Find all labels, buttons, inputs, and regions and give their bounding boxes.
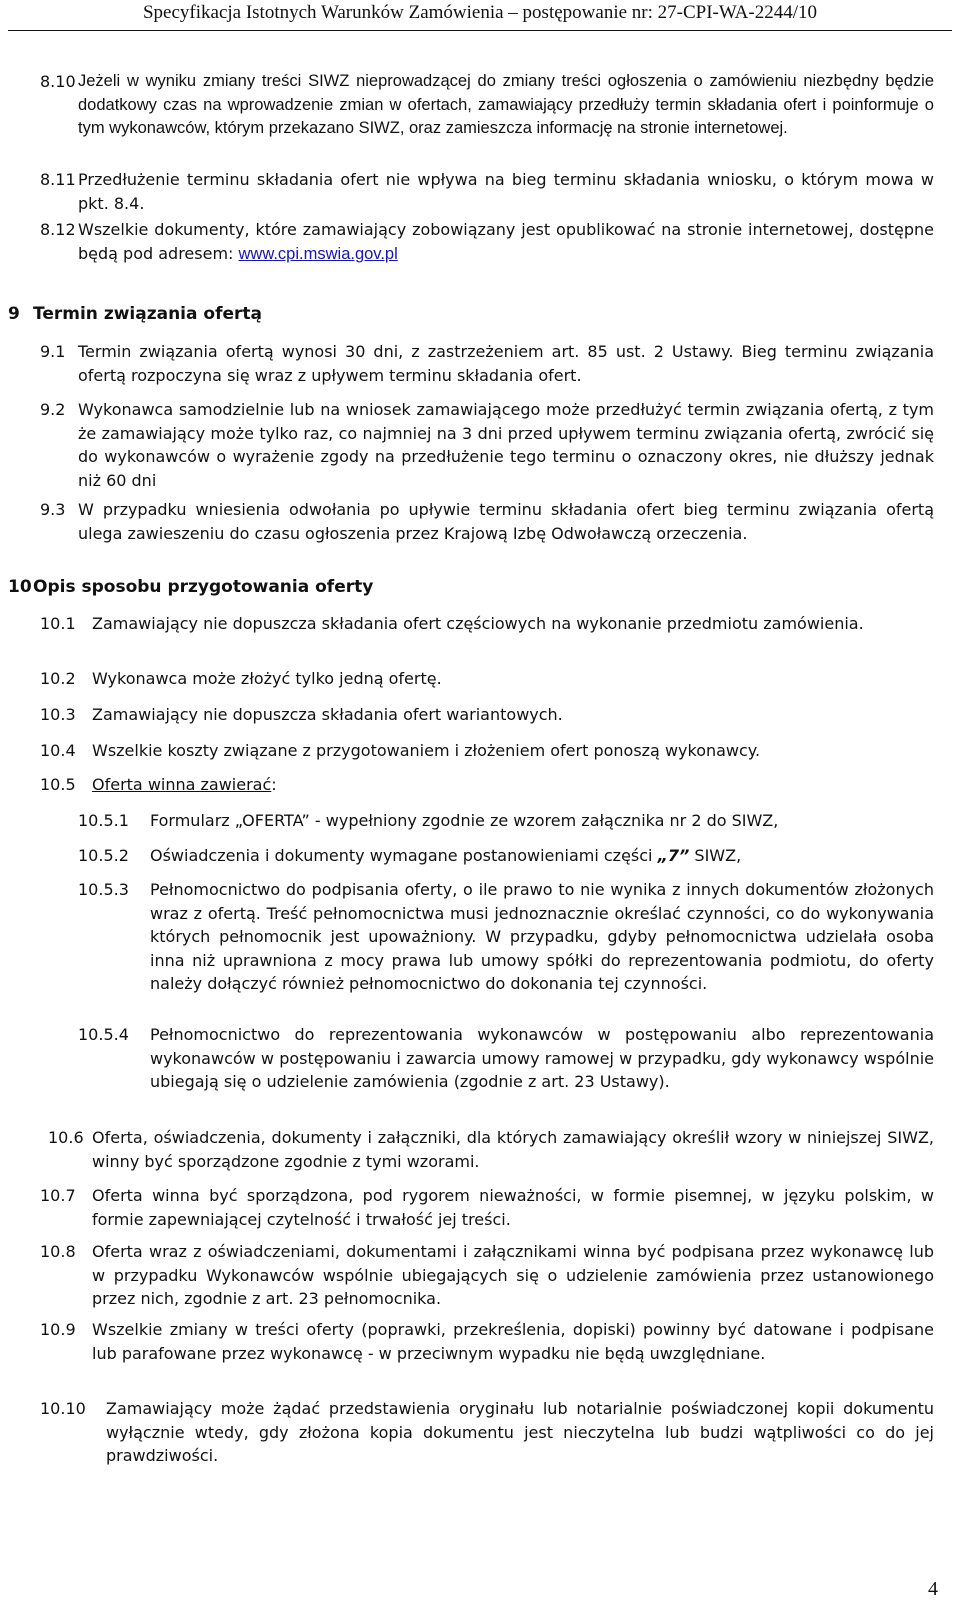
item-number: 10.5 [40,775,76,794]
page-number: 4 [928,1578,938,1600]
subitem-number: 10.5.4 [78,1025,129,1044]
website-link[interactable]: www.cpi.mswia.gov.pl [238,244,398,263]
item-number: 10.7 [40,1186,76,1205]
item-number: 10.6 [48,1128,84,1147]
item-number: 9.3 [40,500,66,519]
subitem-text-tail: SIWZ, [689,846,742,865]
item-number: 10.10 [40,1399,86,1418]
item-text: W przypadku wniesienia odwołania po upływie terminu składania ofert bieg terminu związania ofertą ulega zawieszeniu do czasu ogłoszenia przez Krajową Izbę Odwoławczą orzeczenia. [78,500,934,543]
part-reference: „7” [657,846,690,865]
item-label-colon: : [271,775,277,794]
item-text: Oferta, oświadczenia, dokumenty i załączniki, dla których zamawiający określił wzory w niniejszej SIWZ, winny być sporządzone zgodnie z tymi wzorami. [92,1128,934,1171]
item-text: Wykonawca może złożyć tylko jedną ofertę. [92,669,442,688]
subitem-number: 10.5.3 [78,880,129,899]
item-text [78,218,934,266]
item-text: Zamawiający może żądać przedstawienia oryginału lub notarialnie poświadczonej kopii dokumentu wyłącznie wtedy, gdy złożona kopia dokumentu jest nieczytelna lub budzi wątpliwości co do jej prawdziwości. [106,1399,934,1465]
item-label: Oferta winna zawierać [92,775,272,794]
header-divider [8,30,952,31]
item-number: 10.3 [40,705,76,724]
item-text: Zamawiający nie dopuszcza składania ofert wariantowych. [92,705,563,724]
subitem-number: 10.5.1 [78,811,129,830]
item-text-body: Wszelkie dokumenty, które zamawiający zobowiązany jest opublikować na stronie internetowej, dostępne będą pod adresem: [78,220,934,263]
subitem-text [150,844,934,868]
section-heading: Termin związania ofertą [33,304,262,324]
item-text: Oferta winna być sporządzona, pod rygorem nieważności, w formie pisemnej, w języku polskim, w formie zapewniającej czytelność i trwałość jej treści. [92,1186,934,1229]
item-text: Termin związania ofertą wynosi 30 dni, z zastrzeżeniem art. 85 ust. 2 Ustawy. Bieg terminu związania ofertą rozpoczyna się wraz z upływem terminu składania ofert. [78,342,934,385]
item-text: Jeżeli w wyniku zmiany treści SIWZ nieprowadzącej do zmiany treści ogłoszenia o zamówieniu niezbędny będzie dodatkowy czas na wprowadzenie zmian w ofertach, zamawiający przedłuży termin składania ofert i poinformuje o tym wykonawców, którym przekazano SIWZ, oraz zamieszcza informację na stronie internetowej. [78,72,934,137]
item-number: 8.11 [40,170,76,189]
item-text [92,773,934,797]
subitem-text-body: Oświadczenia i dokumenty wymagane postanowieniami części [150,846,658,865]
item-number: 8.10 [40,72,76,91]
page-header-title: Specyfikacja Istotnych Warunków Zamówienia – postępowanie nr: 27-CPI-WA-2244/10 [142,2,818,23]
section-heading: Opis sposobu przygotowania oferty [33,577,374,597]
item-text: Wykonawca samodzielnie lub na wniosek zamawiającego może przedłużyć termin związania ofertą, z tym że zamawiający może tylko raz, co najmniej na 3 dni przed upływem terminu związania ofertą, zwrócić się do wykonawców o wyrażenie zgody na przedłużenie tego terminu o oznaczony okres, nie dłuższy jednak niż 60 dni [78,400,934,490]
item-number: 10.4 [40,741,76,760]
item-text: Wszelkie zmiany w treści oferty (poprawki, przekreślenia, dopiski) powinny być datowane i podpisane lub parafowane przez wykonawcę - w przeciwnym wypadku nie będą uwzględniane. [92,1320,934,1363]
item-number: 9.2 [40,400,66,419]
item-number: 10.9 [40,1320,76,1339]
subitem-text: Formularz „OFERTA” - wypełniony zgodnie ze wzorem załącznika nr 2 do SIWZ, [150,811,779,830]
item-text: Oferta wraz z oświadczeniami, dokumentami i załącznikami winna być podpisana przez wykonawcę lub w przypadku Wykonawców wspólnie ubiegających się o udzielenie zamówienia przez ustanowionego przez nich, zgodnie z art. 23 pełnomocnika. [92,1242,934,1308]
item-text: Zamawiający nie dopuszcza składania ofert częściowych na wykonanie przedmiotu zamówienia. [92,614,864,633]
subitem-text: Pełnomocnictwo do reprezentowania wykonawców w postępowaniu albo reprezentowania wykonawców w postępowaniu i zawarcia umowy ramowej w przypadku, gdy wykonawcy wspólnie ubiegają się o udzielenie zamówienia (zgodnie z art. 23 Ustawy). [150,1025,934,1091]
subitem-text: Pełnomocnictwo do podpisania oferty, o ile prawo to nie wynika z innych dokumentów złożonych wraz z ofertą. Treść pełnomocnictwa musi jednoznacznie określać czynności, co do wykonywania których pełnomocnik jest upoważniony. W przypadku, gdyby pełnomocnictwa udzielała osoba inna niż uprawniona z mocy prawa lub umowy spółki do reprezentowania podmiotu, do oferty należy dołączyć również pełnomocnictwo do dokonania tej czynności. [150,880,934,993]
item-number: 10.2 [40,669,76,688]
item-text: Przedłużenie terminu składania ofert nie wpływa na bieg terminu składania wniosku, o którym mowa w pkt. 8.4. [78,170,934,213]
item-number: 9.1 [40,342,66,361]
section-number: 10 [8,577,32,597]
item-number: 10.1 [40,614,76,633]
subitem-number: 10.5.2 [78,846,129,865]
item-number: 10.8 [40,1242,76,1261]
item-text: Wszelkie koszty związane z przygotowaniem i złożeniem ofert ponoszą wykonawcy. [92,741,761,760]
section-number: 9 [8,304,20,324]
item-number: 8.12 [40,220,76,239]
